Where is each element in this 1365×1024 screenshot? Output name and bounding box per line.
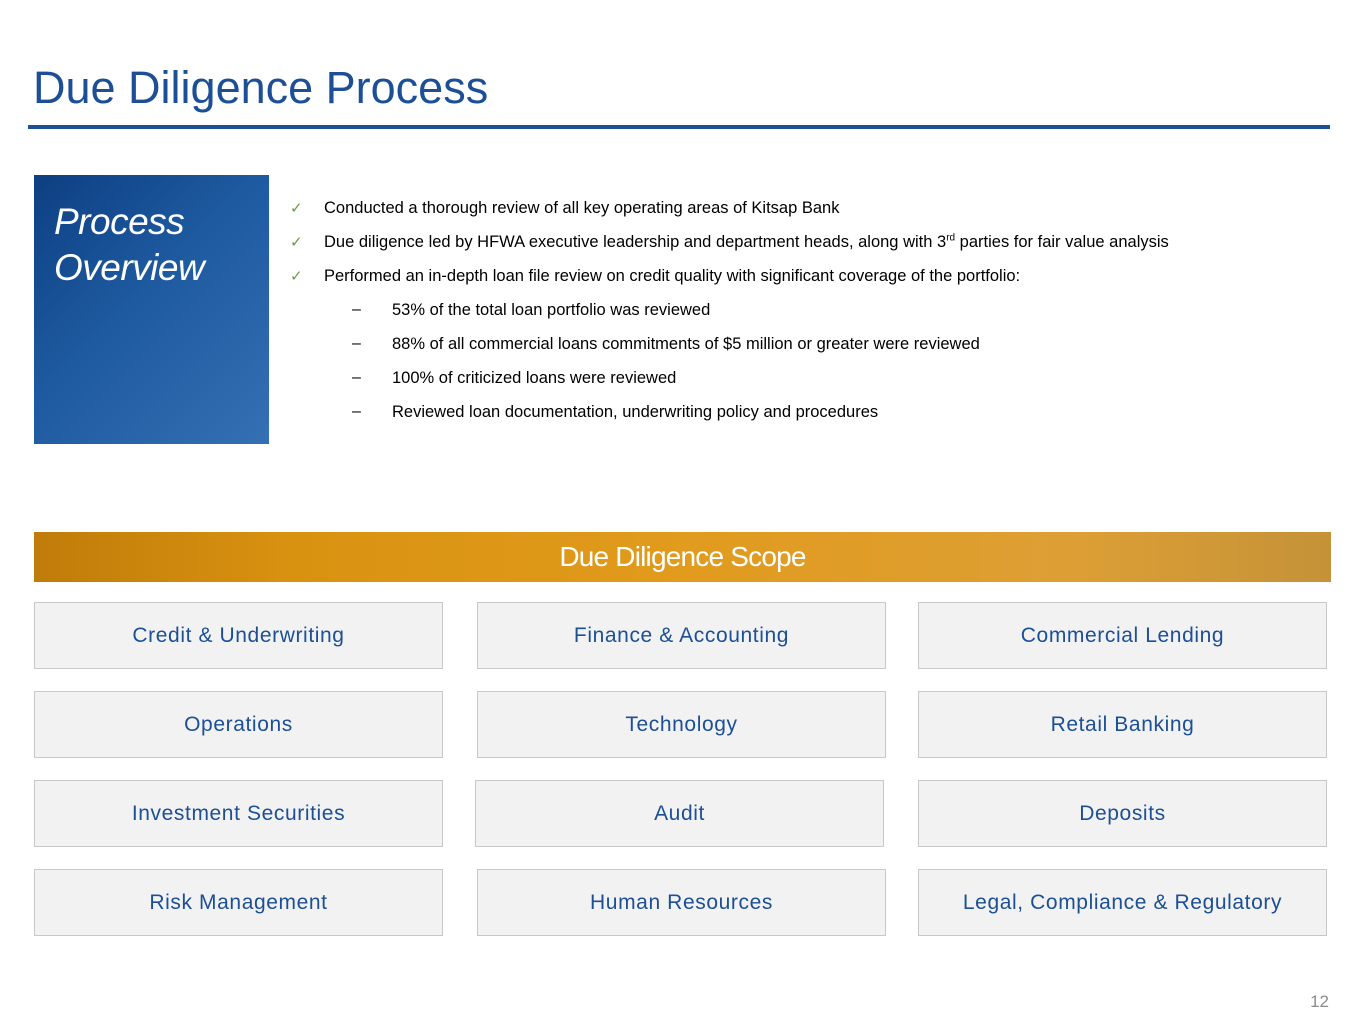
scope-area-label: Legal, Compliance & Regulatory: [962, 890, 1283, 914]
checkmark-icon: ✓: [290, 233, 303, 251]
dash-icon: –: [352, 403, 361, 420]
scope-area-cell: [918, 691, 1327, 758]
overview-label-line2: Overview: [54, 247, 205, 288]
scope-area-label: Operations: [184, 712, 293, 736]
overview-label-line1: Process: [54, 201, 185, 242]
scope-area-cell: [918, 780, 1327, 847]
scope-area-cell: [475, 780, 884, 847]
page-number: 12: [1310, 992, 1329, 1011]
sub-bullet-item: [290, 400, 1340, 434]
sub-bullet-item: [290, 298, 1340, 332]
overview-bullet-list: [290, 196, 1340, 434]
scope-area-cell: [34, 780, 443, 847]
bullet-item: [290, 230, 1340, 264]
scope-area-label: Investment Securities: [131, 801, 346, 825]
sub-bullet-item: [290, 332, 1340, 366]
dash-icon: –: [352, 335, 361, 352]
scope-area-cell: [918, 869, 1327, 936]
scope-area-cell: [34, 869, 443, 936]
scope-area-label: Technology: [625, 712, 738, 736]
process-overview-panel: [34, 175, 269, 444]
sub-bullet-text: Reviewed loan documentation, underwriting policy and procedures: [392, 403, 879, 421]
scope-area-label: Finance & Accounting: [573, 623, 790, 647]
bullet-item: [290, 196, 1340, 230]
dash-icon: –: [352, 301, 361, 318]
sub-bullet-text: 100% of criticized loans were reviewed: [392, 369, 677, 387]
bullet-text: Performed an in-depth loan file review on credit quality with significant coverage of the portfolio:: [324, 267, 1021, 285]
scope-area-label: Deposits: [1079, 801, 1166, 825]
scope-area-label: Retail Banking: [1050, 712, 1195, 736]
sub-bullet-text: 88% of all commercial loans commitments of $5 million or greater were reviewed: [392, 335, 980, 353]
sub-bullet-text: 53% of the total loan portfolio was reviewed: [392, 301, 711, 319]
scope-area-cell: [477, 869, 886, 936]
sub-bullet-item: [290, 366, 1340, 400]
scope-area-cell: [477, 602, 886, 669]
scope-area-cell: [34, 602, 443, 669]
scope-area-label: Human Resources: [590, 890, 773, 914]
scope-area-cell: [477, 691, 886, 758]
title-divider: [28, 125, 1330, 129]
scope-area-cell: [34, 691, 443, 758]
scope-header-bar: [34, 532, 1331, 582]
bullet-text: Due diligence led by HFWA executive leadership and department heads, along with 3rd parties for fair value analysis: [324, 232, 1169, 251]
scope-area-label: Audit: [654, 801, 705, 825]
scope-area-label: Commercial Lending: [1020, 623, 1225, 647]
dash-icon: –: [352, 369, 361, 386]
bullet-text: Conducted a thorough review of all key operating areas of Kitsap Bank: [324, 199, 840, 217]
page-title: Due Diligence Process: [33, 62, 489, 113]
scope-title: Due Diligence Scope: [559, 541, 806, 572]
bullet-item: [290, 264, 1340, 298]
process-overview-label: [54, 199, 264, 291]
scope-area-label: Credit & Underwriting: [132, 623, 345, 647]
scope-area-label: Risk Management: [149, 890, 328, 914]
scope-area-cell: [918, 602, 1327, 669]
checkmark-icon: ✓: [290, 199, 303, 217]
checkmark-icon: ✓: [290, 267, 303, 285]
